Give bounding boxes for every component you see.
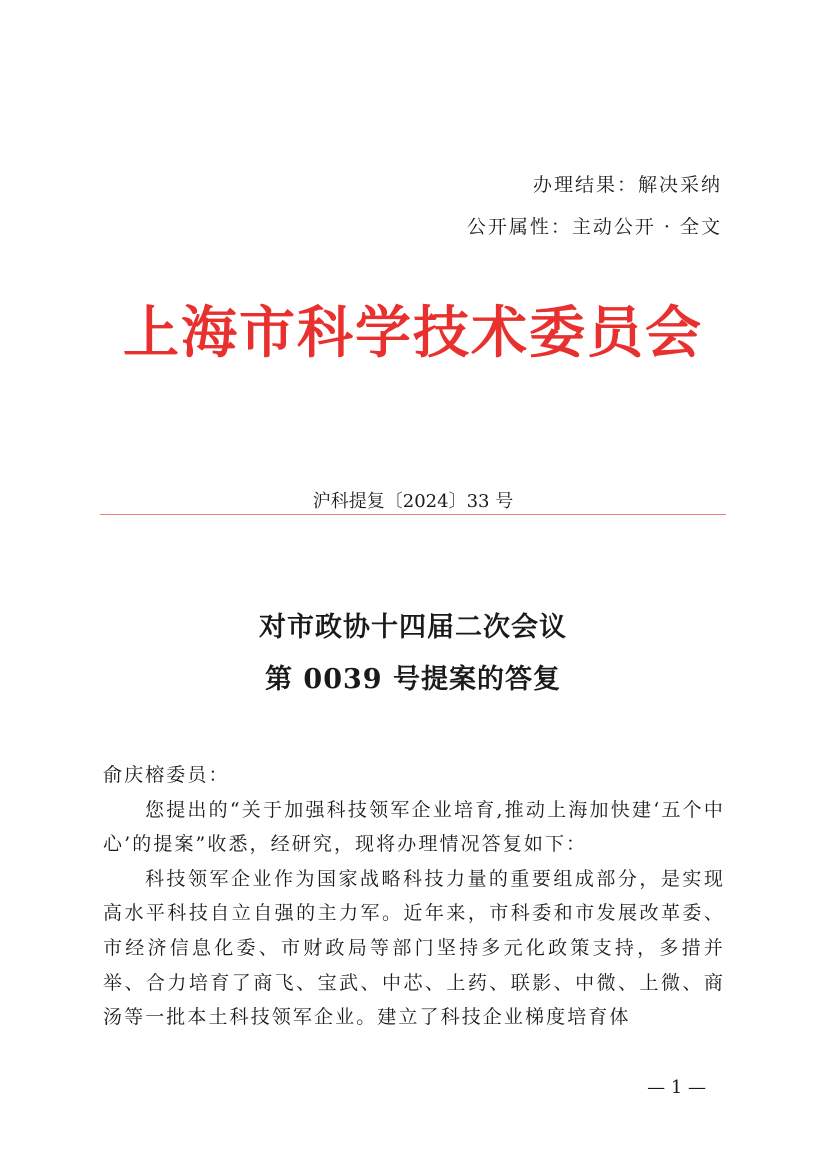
reply-title-line-1: 对市政协十四届二次会议: [259, 612, 567, 643]
red-divider-line: [100, 514, 726, 515]
document-number: 沪科提复〔2024〕33 号: [312, 491, 514, 512]
page-number: — 1 —: [647, 1077, 706, 1098]
document-body: [103, 758, 725, 1035]
public-attribute: 公开属性：主动公开 · 全文: [466, 216, 722, 238]
body-paragraph-1: 您提出的“关于加强科技领军企业培育,推动上海加快建‘五个中心’的提案”收悉，经研究，现将办理情况答复如下：: [103, 798, 725, 856]
organization-title: 上海市科学技术委员会: [123, 300, 703, 366]
handling-result: 办理结果：解决采纳: [532, 174, 722, 196]
body-paragraph-2: 科技领军企业作为国家战略科技力量的重要组成部分，是实现高水平科技自立自强的主力军。近年来，市科委和市发展改革委、市经济信息化委、市财政局等部门坚持多元化政策支持，多措并举、合力培育了商飞、宝武、中芯、上药、联影、中微、上微、商汤等一批本土科技领军企业。建立了科技企业梯度培育体: [103, 867, 725, 1029]
reply-title-line-2: 第 0039 号提案的答复: [265, 664, 561, 695]
salutation: 俞庆榕委员：: [103, 764, 230, 786]
